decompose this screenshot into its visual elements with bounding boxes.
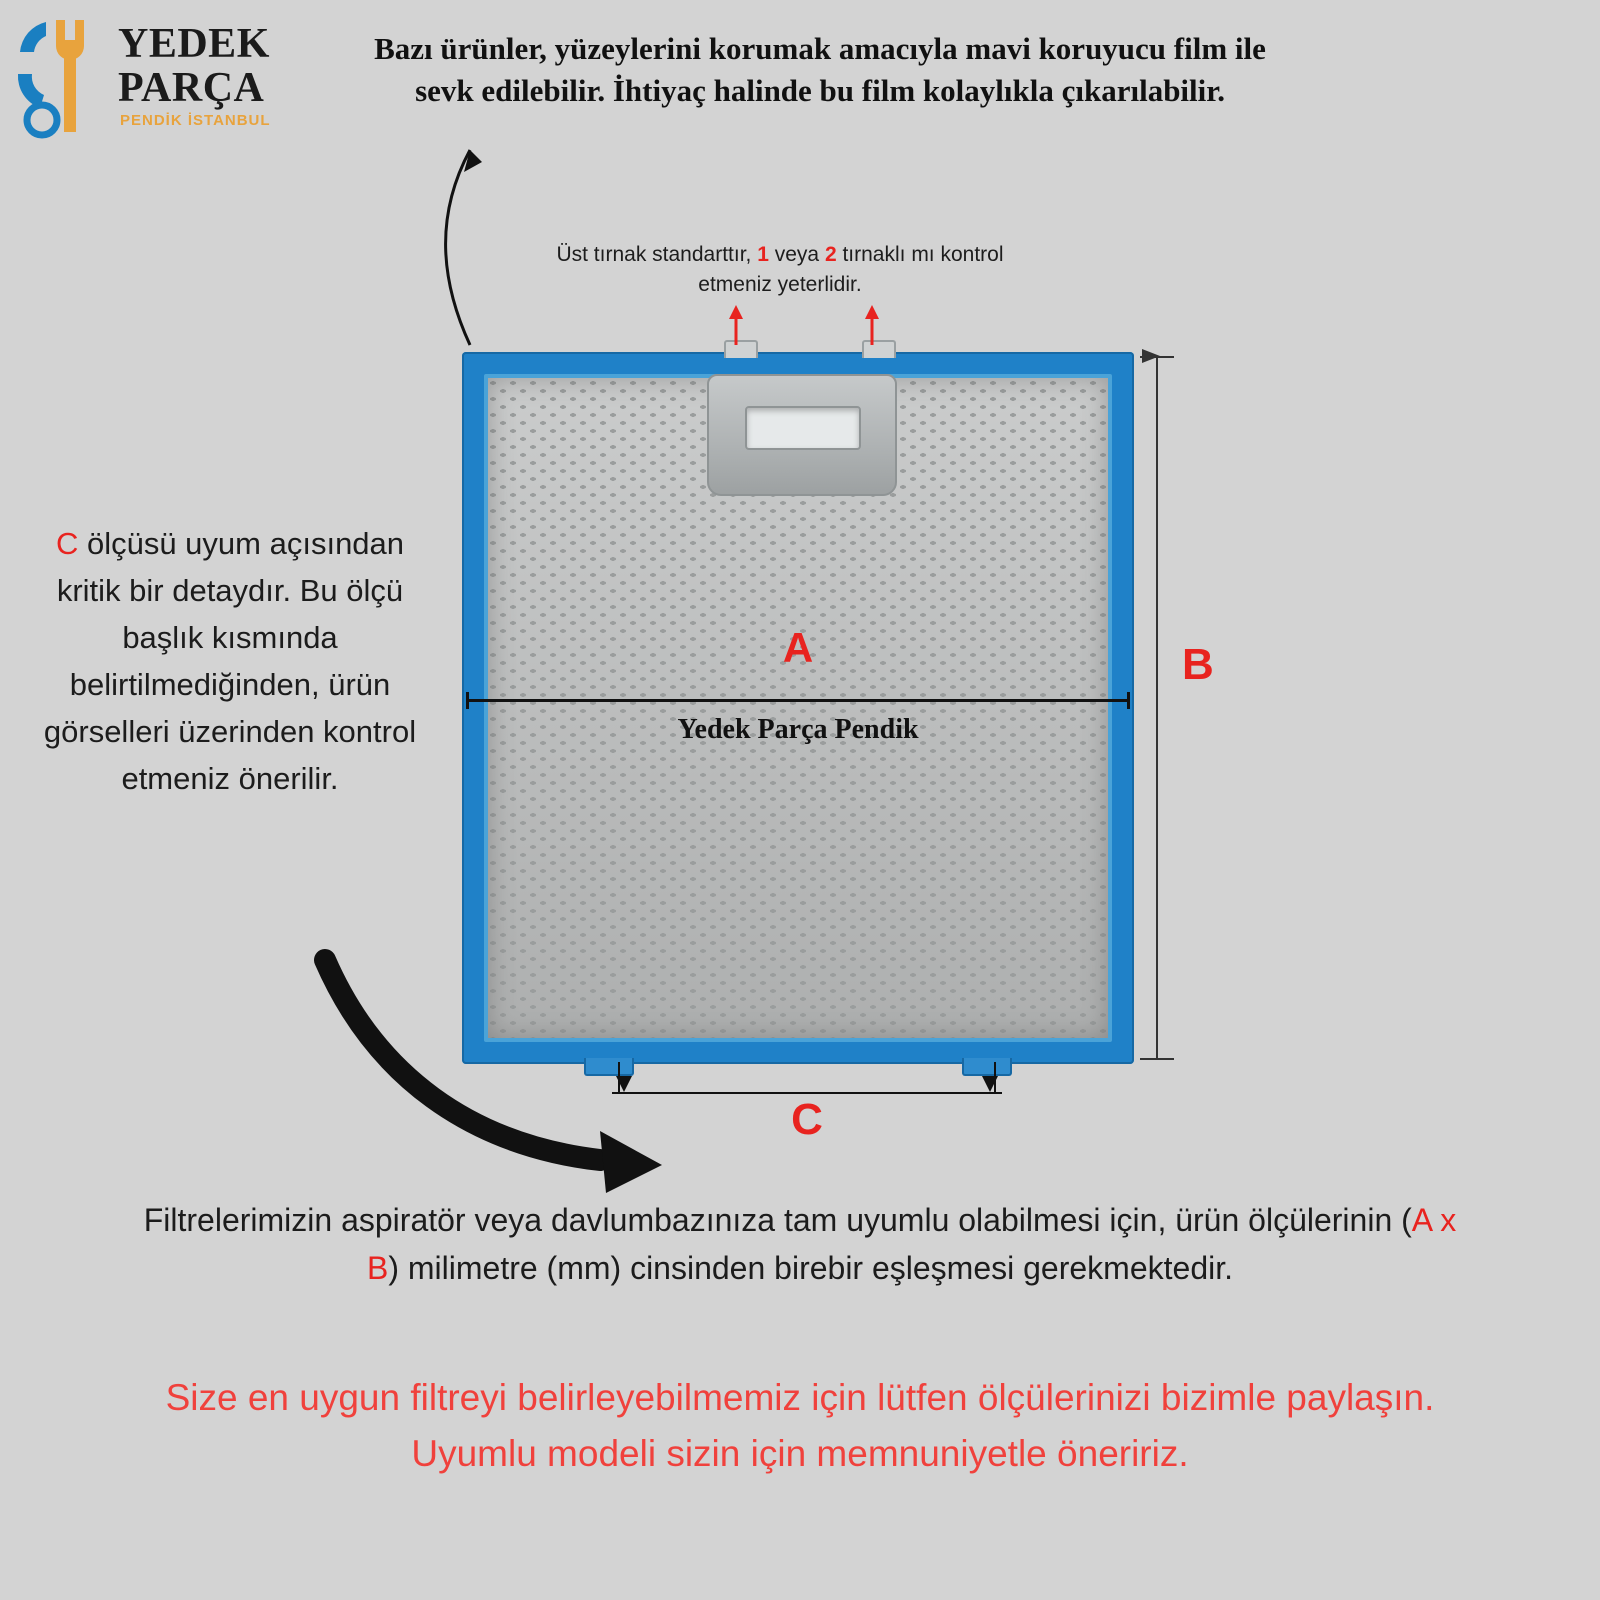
logo-subtitle: PENDİK İSTANBUL xyxy=(120,112,271,129)
measure-line-b xyxy=(1140,348,1174,1068)
tab-note-num2: 2 xyxy=(824,243,837,266)
bottom-paragraph-part1: Filtrelerimizin aspiratör veya davlumbazınıza tam uyumlu olabilmesi için, ürün ölçülerinin ( xyxy=(143,1202,1412,1238)
tab-note-part1: Üst tırnak standarttır, xyxy=(556,243,758,266)
measure-c-line xyxy=(612,1092,1002,1094)
measure-a-line xyxy=(468,699,1128,702)
measure-b-line xyxy=(1156,356,1158,1060)
measure-b-cap-bottom xyxy=(1140,1058,1174,1060)
measure-line-a xyxy=(462,692,1134,708)
tab-note-part2: veya xyxy=(768,243,825,266)
logo-text xyxy=(118,22,318,129)
dimension-label-c: C xyxy=(791,1095,823,1144)
dimension-label-b: B xyxy=(1182,640,1214,689)
bottom-paragraph-highlight: A x B xyxy=(366,1202,1457,1286)
call-to-action-text: Size en uygun filtreyi belirleyebilmemiz için lütfen ölçülerinizi bizimle paylaşın. Uyumlu modeli sizin için memnuniyetle öneririz. xyxy=(165,1377,1435,1474)
tab-note xyxy=(520,240,1040,300)
brand-logo xyxy=(10,8,310,148)
bottom-paragraph xyxy=(130,1196,1470,1292)
measure-c-cap-left xyxy=(618,1062,620,1094)
filter-watermark: Yedek Parça Pendik xyxy=(677,714,919,745)
dimension-label-a: A xyxy=(782,624,814,671)
left-paragraph-text: ölçüsü uyum açısından kritik bir detaydır. Bu ölçü başlık kısmında belirtilmediğinden, ürün görselleri üzerinden kontrol etmeniz önerilir. xyxy=(43,526,417,796)
handle-slot xyxy=(745,406,861,450)
filter-handle xyxy=(707,374,897,496)
logo-line-2: PARÇA xyxy=(118,65,265,111)
left-paragraph-highlight: C xyxy=(55,526,79,561)
left-paragraph xyxy=(30,520,430,802)
grease-filter-diagram xyxy=(462,352,1134,1064)
bottom-paragraph-part2: ) milimetre (mm) cinsinden birebir eşleşmesi gerekmektedir. xyxy=(388,1250,1233,1286)
tab-note-num1: 1 xyxy=(757,243,769,266)
measure-a-cap-right xyxy=(1127,692,1130,709)
top-tab-2 xyxy=(862,340,896,358)
headline-text: Bazı ürünler, yüzeylerini korumak amacıyla mavi koruyucu film ile sevk edilebilir. İhtiyaç halinde bu film kolaylıkla çıkarılabilir. xyxy=(374,31,1266,108)
tab-note-part3: tırnaklı mı kontrol etmeniz yeterlidir. xyxy=(698,243,1004,296)
top-tab-1 xyxy=(724,340,758,358)
measure-c-cap-right xyxy=(994,1062,996,1094)
logo-line-1: YEDEK xyxy=(118,21,270,67)
wrench-gear-icon xyxy=(12,12,122,142)
